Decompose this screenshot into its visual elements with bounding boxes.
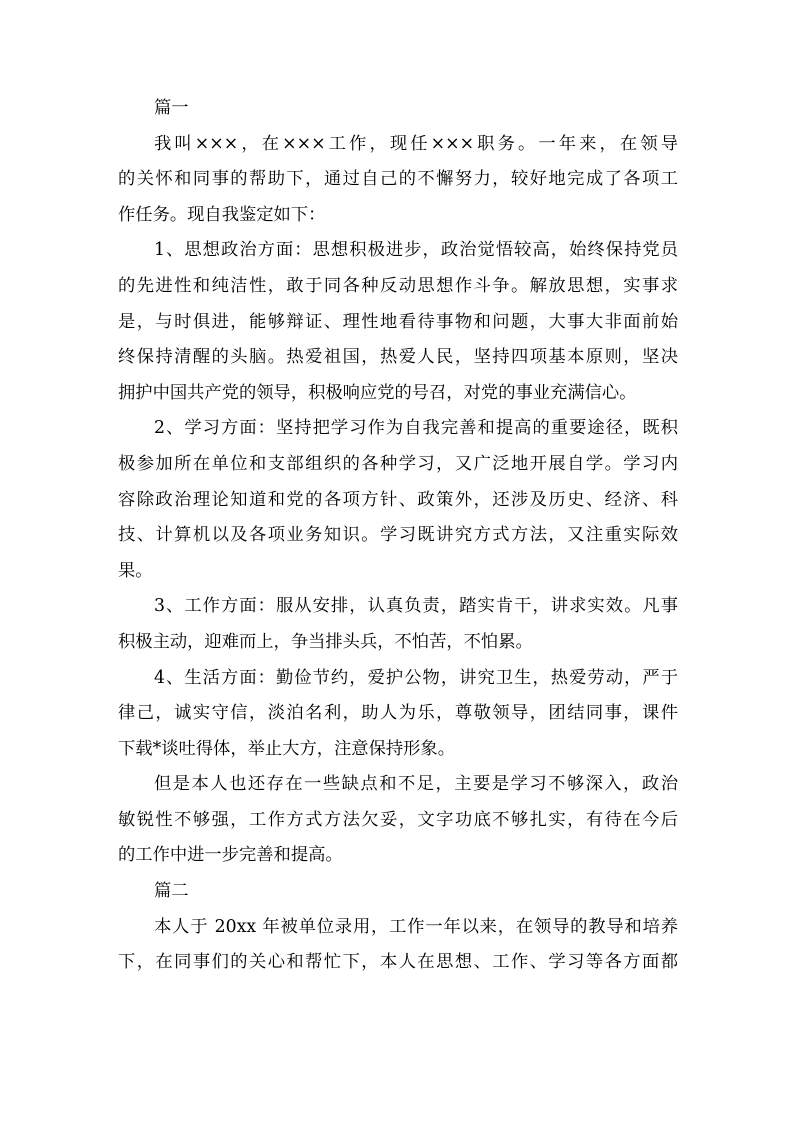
paragraph-line: 本人于 20xx 年被单位录用，工作一年以来，在领导的教导和培养 — [154, 916, 678, 937]
paragraph-line: 拥护中国共产党的领导，积极响应党的号召，对党的事业充满信心。 — [118, 382, 637, 403]
document-body — [118, 91, 678, 981]
paragraph-line: 的先进性和纯洁性，敢于同各种反动思想作斗争。解放思想，实事求 — [118, 275, 678, 296]
paragraph-line: 容除政治理论知道和党的各项方针、政策外，还涉及历史、经济、科 — [118, 489, 678, 510]
paragraph-line: 作任务。现自我鉴定如下： — [118, 204, 326, 225]
paragraph-line: 但是本人也还存在一些缺点和不足，主要是学习不够深入，政治 — [154, 774, 678, 795]
paragraph-line: 2、学习方面：坚持把学习作为自我完善和提高的重要途径，既积 — [154, 418, 678, 439]
paragraph-line: 3、工作方面：服从安排，认真负责，踏实肯干，讲求实效。凡事 — [154, 596, 678, 617]
paragraph-line: 1、思想政治方面：思想积极进步，政治觉悟较高，始终保持党员 — [154, 240, 678, 261]
paragraph-line: 敏锐性不够强，工作方式方法欠妥，文字功底不够扎实，有待在今后 — [118, 809, 678, 830]
section-heading-2: 篇二 — [154, 881, 189, 902]
paragraph-line: 律己，诚实守信，淡泊名利，助人为乐，尊敬领导，团结同事，课件 — [118, 703, 678, 724]
paragraph-line: 极参加所在单位和支部组织的各种学习，又广泛地开展自学。学习内 — [118, 453, 678, 474]
paragraph-line: 我叫×××，在×××工作，现任×××职务。一年来，在领导 — [154, 133, 678, 154]
paragraph-line: 的工作中进一步完善和提高。 — [118, 845, 343, 866]
paragraph-line: 的关怀和同事的帮助下，通过自己的不懈努力，较好地完成了各项工 — [118, 169, 678, 190]
paragraph-line: 是，与时俱进，能够辩证、理性地看待事物和问题，大事大非面前始 — [118, 311, 678, 332]
section-heading-1: 篇一 — [154, 98, 189, 118]
paragraph-line: 终保持清醒的头脑。热爱祖国，热爱人民，坚持四项基本原则，坚决 — [118, 347, 678, 368]
paragraph-line: 果。 — [118, 560, 153, 581]
paragraph-line: 技、计算机以及各项业务知识。学习既讲究方式方法，又注重实际效 — [118, 525, 678, 546]
paragraph-line: 下，在同事们的关心和帮忙下，本人在思想、工作、学习等各方面都 — [118, 952, 678, 973]
paragraph-line: 积极主动，迎难而上，争当排头兵，不怕苦，不怕累。 — [118, 631, 533, 652]
paragraph-line: 下载*谈吐得体，举止大方，注意保持形象。 — [118, 738, 455, 759]
paragraph-line: 4、生活方面：勤俭节约，爱护公物，讲究卫生，热爱劳动，严于 — [154, 667, 678, 688]
